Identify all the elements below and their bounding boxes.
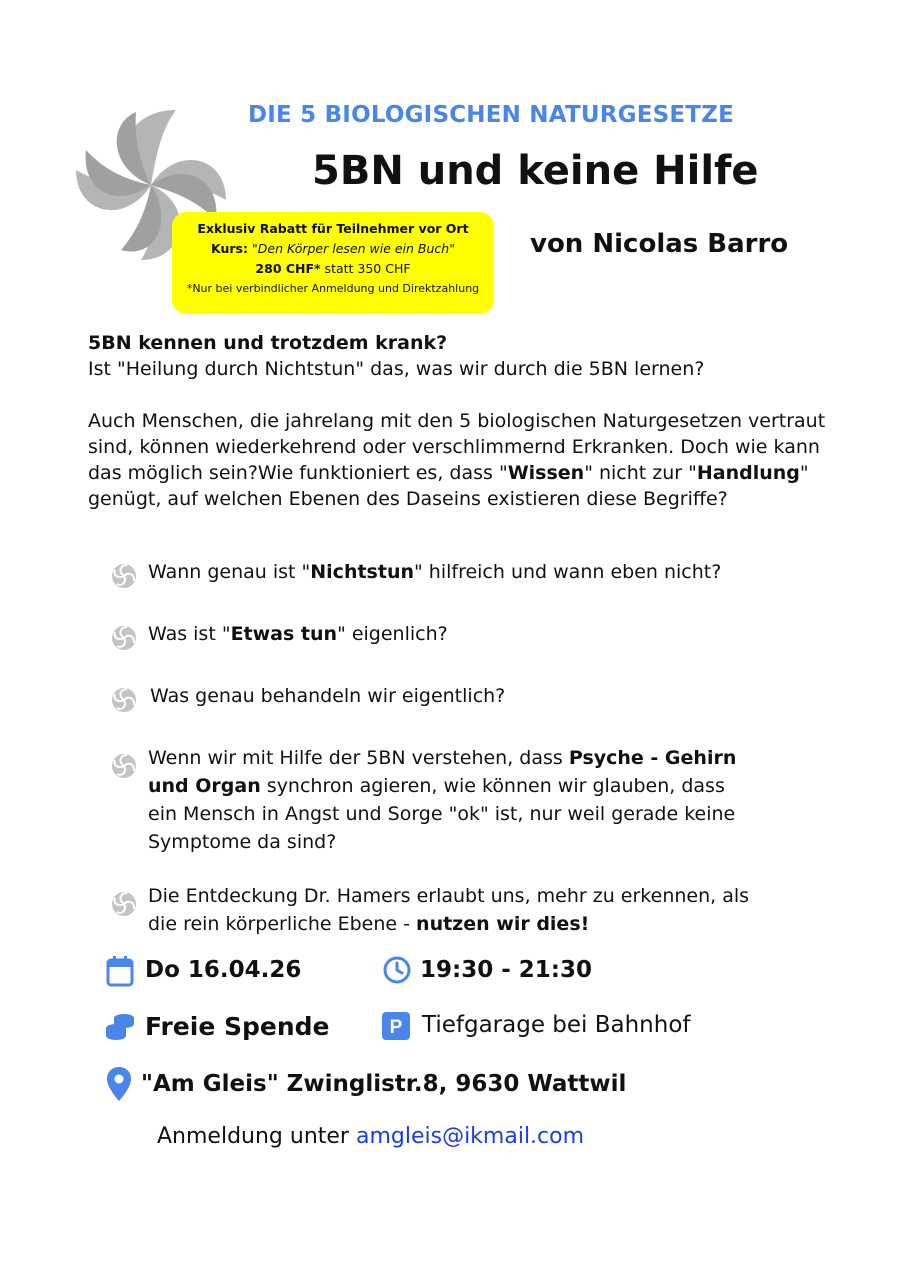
spiral-bullet-icon <box>110 562 138 598</box>
promo-note: *Nur bei verbindlicher Anmeldung und Direktzahlung <box>186 282 480 295</box>
event-time: 19:30 - 21:30 <box>420 957 592 983</box>
intro-heading: 5BN kennen und trotzdem krank? <box>88 332 448 354</box>
calendar-icon <box>106 955 134 991</box>
event-date: Do 16.04.26 <box>145 957 302 983</box>
event-price: Freie Spende <box>145 1012 330 1041</box>
svg-text:P: P <box>389 1017 403 1038</box>
intro-text <box>88 330 828 512</box>
spiral-bullet-icon <box>110 624 138 660</box>
promo-price: 280 CHF* statt 350 CHF <box>255 261 411 276</box>
promo-course: Kurs: "Den Körper lesen wie ein Buch" <box>211 241 455 256</box>
event-author: von Nicolas Barro <box>530 229 789 259</box>
event-parking: Tiefgarage bei Bahnhof <box>422 1012 691 1038</box>
promo-box <box>172 212 494 314</box>
promo-headline: Exklusiv Rabatt für Teilnehmer vor Ort <box>197 221 469 236</box>
location-pin-icon <box>106 1066 132 1106</box>
clock-icon <box>382 955 412 989</box>
intro-paragraph: Auch Menschen, die jahrelang mit den 5 biologischen Naturgesetzen vertraut sind, können wiederkehrend oder verschlimmernd Erkranken. Doch wie kann das möglich sein?Wie funktioniert es, dass "Wissen" nicht zur "Handlung" genügt, auf welchen Ebenen des Daseins existieren diese Begriffe? <box>88 410 826 510</box>
spiral-bullet-icon <box>110 686 138 722</box>
spiral-bullet-icon <box>110 752 138 788</box>
parking-icon <box>382 1012 410 1044</box>
intro-question: Ist "Heilung durch Nichtstun" das, was wir durch die 5BN lernen? <box>88 358 705 380</box>
spiral-bullet-icon <box>110 890 138 926</box>
event-title: 5BN und keine Hilfe <box>312 148 759 194</box>
event-location: "Am Gleis" Zwinglistr.8, 9630 Wattwil <box>141 1071 627 1097</box>
event-subtitle: DIE 5 BIOLOGISCHEN NATURGESETZE <box>248 102 734 128</box>
coins-icon <box>104 1010 136 1046</box>
registration-line: Anmeldung unter amgleis@ikmail.com <box>157 1124 585 1149</box>
registration-email-link[interactable]: amgleis@ikmail.com <box>355 1124 585 1149</box>
